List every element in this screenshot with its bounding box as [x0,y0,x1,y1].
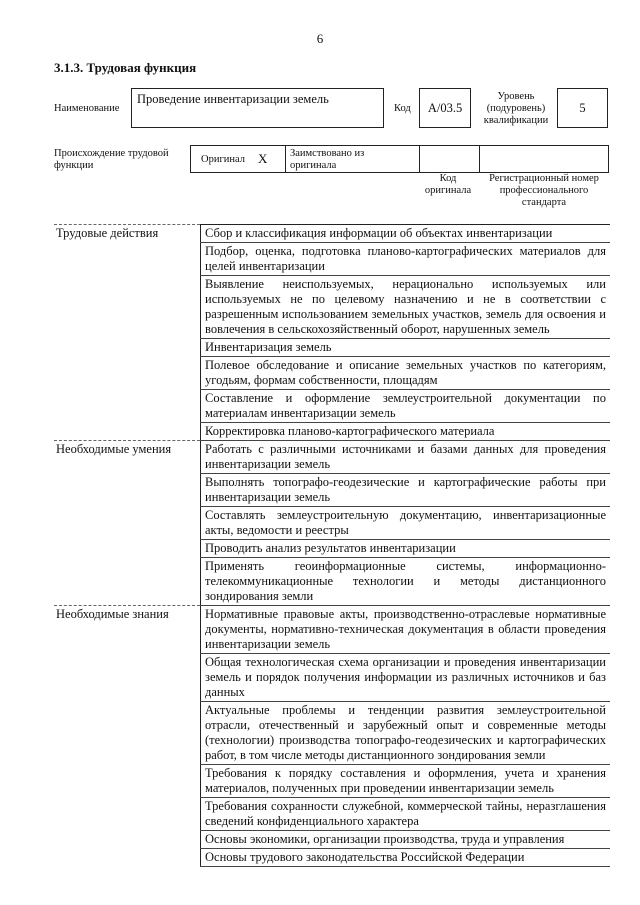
code-label: Код [394,103,411,114]
section-category: Трудовые действия [54,225,201,441]
requirement-item: Основы трудового законодательства Российской Федерации [201,849,611,867]
table-row [54,441,610,474]
requirement-item: Требования к порядку составления и оформления, учета и хранения материалов, полученных при проведении инвентаризации земель [201,765,611,798]
name-label: Наименование [54,103,120,114]
requirement-item: Составление и оформление землеустроительной документации по материалам инвентаризации земель [201,390,611,423]
requirement-item: Сбор и классификация информации об объектах инвентаризации [201,225,611,243]
original-label: Оригинал [201,154,245,165]
requirement-item: Основы экономики, организации производства, труда и управления [201,831,611,849]
requirement-item: Проводить анализ результатов инвентаризации [201,540,611,558]
requirement-item: Требования сохранности служебной, коммерческой тайны, неразглашения сведений конфиденциального характера [201,798,611,831]
requirement-item: Составлять землеустроительную документацию, инвентаризационные акты, ведомости и реестры [201,507,611,540]
section-category: Необходимые знания [54,606,201,867]
code-field [419,88,471,128]
qualification-level-label: Уровень (подуровень) квалификации [483,91,549,126]
competency-table [54,224,610,867]
requirement-item: Выявление неиспользуемых, нерационально используемых или используемых не по целевому назначению и не в соответствии с разрешенным использованием земельных участков, земель для освоения и вовлечения в сельскохозяйственный оборот, нарушенных земель [201,276,611,339]
original-mark: X [258,151,268,166]
page-number: 6 [316,31,324,46]
origin-label: Происхождение трудовой функции [54,148,169,171]
requirement-item: Выполнять топографо-геодезические и картографические работы при инвентаризации земель [201,474,611,507]
table-row [54,606,610,654]
borrowed-label: Заимствовано из оригинала [290,148,365,171]
section-title: 3.1.3. Трудовая функция [54,60,197,75]
requirement-item: Инвентаризация земель [201,339,611,357]
requirement-item: Подбор, оценка, подготовка планово-картографических материалов для целей инвентаризации [201,243,611,276]
level-value: 5 [579,101,586,115]
registration-number-label: Регистрационный номер профессионального стандарта [489,173,599,208]
original-code-label: Код оригинала [424,173,472,196]
requirement-item: Работать с различными источниками и базами данных для проведения инвентаризации земель [201,441,611,474]
requirement-item: Общая технологическая схема организации и проведения инвентаризации земель и порядок получения информации из различных источников и баз данных [201,654,611,702]
code-value: А/03.5 [427,101,463,115]
level-field [557,88,608,128]
section-category: Необходимые умения [54,441,201,606]
origin-box [190,145,609,173]
requirement-item: Полевое обследование и описание земельных участков по категориям, угодьям, формам собственности, площадям [201,357,611,390]
table-row [54,225,610,243]
requirement-item: Корректировка планово-картографического материала [201,423,611,441]
name-value: Проведение инвентаризации земель [137,92,329,106]
requirement-item: Применять геоинформационные системы, информационно-телекоммуникационные технологии и методы дистанционного зондирования земли [201,558,611,606]
name-field [131,88,384,128]
requirement-item: Актуальные проблемы и тенденции развития землеустроительной отрасли, отечественный и зарубежный опыт и современные методы (технологии) производства топографо-геодезических и картографических работ, в том числе методы дистанционного зондирования земли [201,702,611,765]
requirement-item: Нормативные правовые акты, производственно-отраслевые нормативные документы, нормативно-техническая документация в области проведения инвентаризации земель [201,606,611,654]
